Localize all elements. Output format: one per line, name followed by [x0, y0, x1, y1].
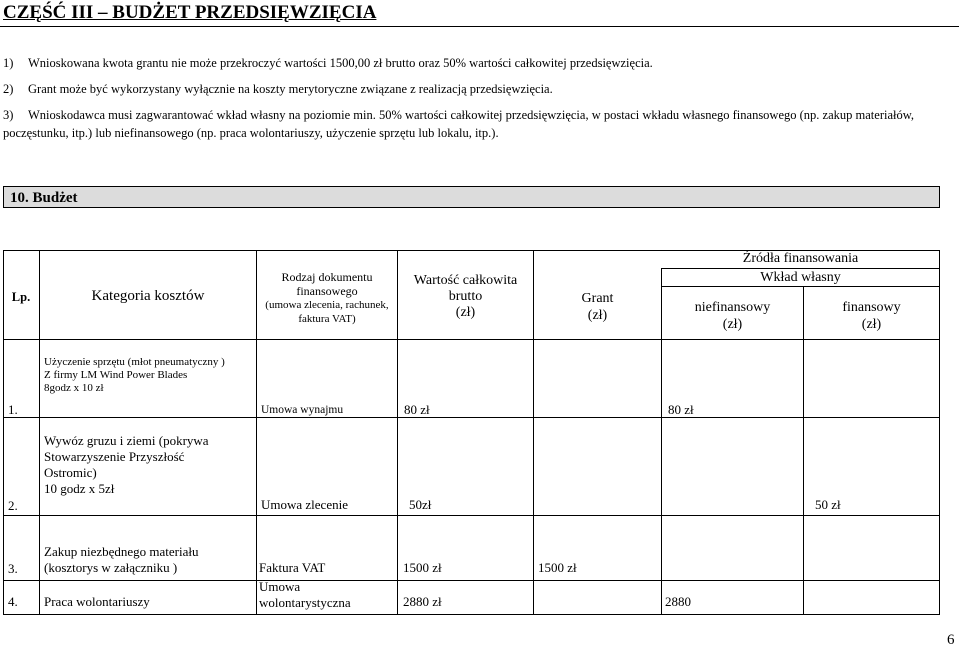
- own-divider: [661, 286, 940, 287]
- budget-heading: 10. Budżet: [3, 186, 940, 208]
- row-1-category-line-2: Z firmy LM Wind Power Blades: [44, 369, 188, 381]
- row-4-nonfinancial: 2880: [665, 594, 691, 609]
- sources-divider: [661, 268, 940, 269]
- row-4-document-line-2: wolontarystyczna: [259, 595, 351, 610]
- page-number: 6: [947, 632, 955, 648]
- row-2-category-line-3: Ostromic): [44, 465, 97, 480]
- row-1-category-line-3: 8godz x 10 zł: [44, 382, 104, 394]
- header-financial-1: finansowy: [842, 300, 901, 315]
- row-2-category-line-4: 10 godz x 5zł: [44, 481, 115, 496]
- header-document-title-1: Rodzaj dokumentu: [281, 270, 373, 284]
- header-sources: Źródła finansowania: [742, 251, 859, 266]
- row-3-category: [44, 544, 199, 576]
- rule-3-num: 3): [3, 108, 14, 122]
- rule-3-text: Wnioskodawca musi zagwarantować wkład własny na poziomie min. 50% wartości całkowitej przedsięwzięcia, w postaci wkładu własnego finansowego (np. zakup materiałów, poczęstunku, itp.) lub niefinansowego (np. praca wolontariuszy, użyczenie sprzętu lub lokalu, itp.).: [3, 108, 915, 140]
- header-document-title-2: finansowego: [296, 284, 358, 298]
- header-total-3: (zł): [455, 305, 476, 320]
- header-document: [257, 270, 397, 326]
- rule-2-num: 2): [3, 82, 14, 96]
- header-financial: [804, 299, 939, 333]
- header-financial-2: (zł): [861, 317, 882, 332]
- header-nonfinancial-2: (zł): [722, 317, 743, 332]
- title-rule: [0, 26, 959, 27]
- row-2-total: 50zł: [409, 497, 432, 512]
- header-document-sub-2: faktura VAT): [298, 313, 356, 325]
- row-2-category-line-1: Wywóz gruzu i ziemi (pokrywa: [44, 433, 209, 448]
- rule-1-text: Wnioskowana kwota grantu nie może przekroczyć wartości 1500,00 zł brutto oraz 50% wartości całkowitej przedsięwzięcia.: [28, 56, 653, 70]
- row-3-bottom: [3, 580, 940, 581]
- rule-1: [3, 54, 653, 72]
- row-4-category: Praca wolontariuszy: [44, 594, 150, 609]
- row-3-category-line-2: (kosztorys w załączniku ): [44, 560, 178, 575]
- row-2-category-line-2: Stowarzyszenie Przyszłość: [44, 449, 185, 464]
- row-2-lp: 2.: [8, 498, 18, 513]
- section-title: CZĘŚĆ III – BUDŻET PRZEDSIĘWZIĘCIA: [3, 2, 377, 23]
- row-1-category: [44, 356, 225, 395]
- row-3-category-line-1: Zakup niezbędnego materiału: [44, 544, 199, 559]
- row-1-category-line-1: Użyczenie sprzętu (młot pneumatyczny ): [44, 356, 225, 368]
- row-1-document: Umowa wynajmu: [261, 404, 344, 416]
- header-total: [398, 273, 533, 321]
- header-own-contribution: Wkład własny: [760, 270, 841, 285]
- row-1-lp: 1.: [8, 402, 18, 417]
- col-divider-own: [803, 286, 804, 615]
- row-2-category: [44, 433, 209, 497]
- row-4-document: [259, 579, 351, 611]
- table-right-border: [939, 340, 940, 615]
- row-2-document: Umowa zlecenie: [261, 497, 348, 512]
- table-left-border: [3, 340, 4, 615]
- header-category: Kategoria kosztów: [91, 288, 205, 304]
- row-3-total: 1500 zł: [403, 560, 442, 575]
- row-4-document-line-1: Umowa: [259, 579, 301, 594]
- row-3-grant: 1500 zł: [538, 560, 577, 575]
- header-total-2: brutto: [448, 289, 483, 304]
- rule-3: [3, 106, 957, 142]
- header-grant-1: Grant: [581, 291, 614, 306]
- row-4-total: 2880 zł: [403, 594, 442, 609]
- header-grant: [534, 290, 661, 324]
- row-2-bottom: [3, 515, 940, 516]
- row-1-bottom: [3, 417, 940, 418]
- row-3-lp: 3.: [8, 561, 18, 576]
- row-2-financial: 50 zł: [815, 497, 841, 512]
- row-4-bottom: [3, 614, 940, 615]
- row-4-lp: 4.: [8, 594, 18, 609]
- rule-2-text: Grant może być wykorzystany wyłącznie na koszty merytoryczne związane z realizacją przedsięwzięcia.: [28, 82, 553, 96]
- row-1-total: 80 zł: [404, 402, 430, 417]
- header-document-sub-1: (umowa zlecenia, rachunek,: [265, 299, 389, 311]
- rule-2: [3, 80, 553, 98]
- header-lp: Lp.: [11, 290, 31, 304]
- header-nonfinancial: [662, 299, 803, 333]
- rule-1-num: 1): [3, 56, 14, 70]
- header-nonfinancial-1: niefinansowy: [694, 300, 771, 315]
- row-1-nonfinancial: 80 zł: [668, 402, 694, 417]
- header-total-1: Wartość całkowita: [413, 273, 518, 288]
- header-grant-2: (zł): [587, 308, 608, 323]
- row-3-document: Faktura VAT: [259, 560, 326, 575]
